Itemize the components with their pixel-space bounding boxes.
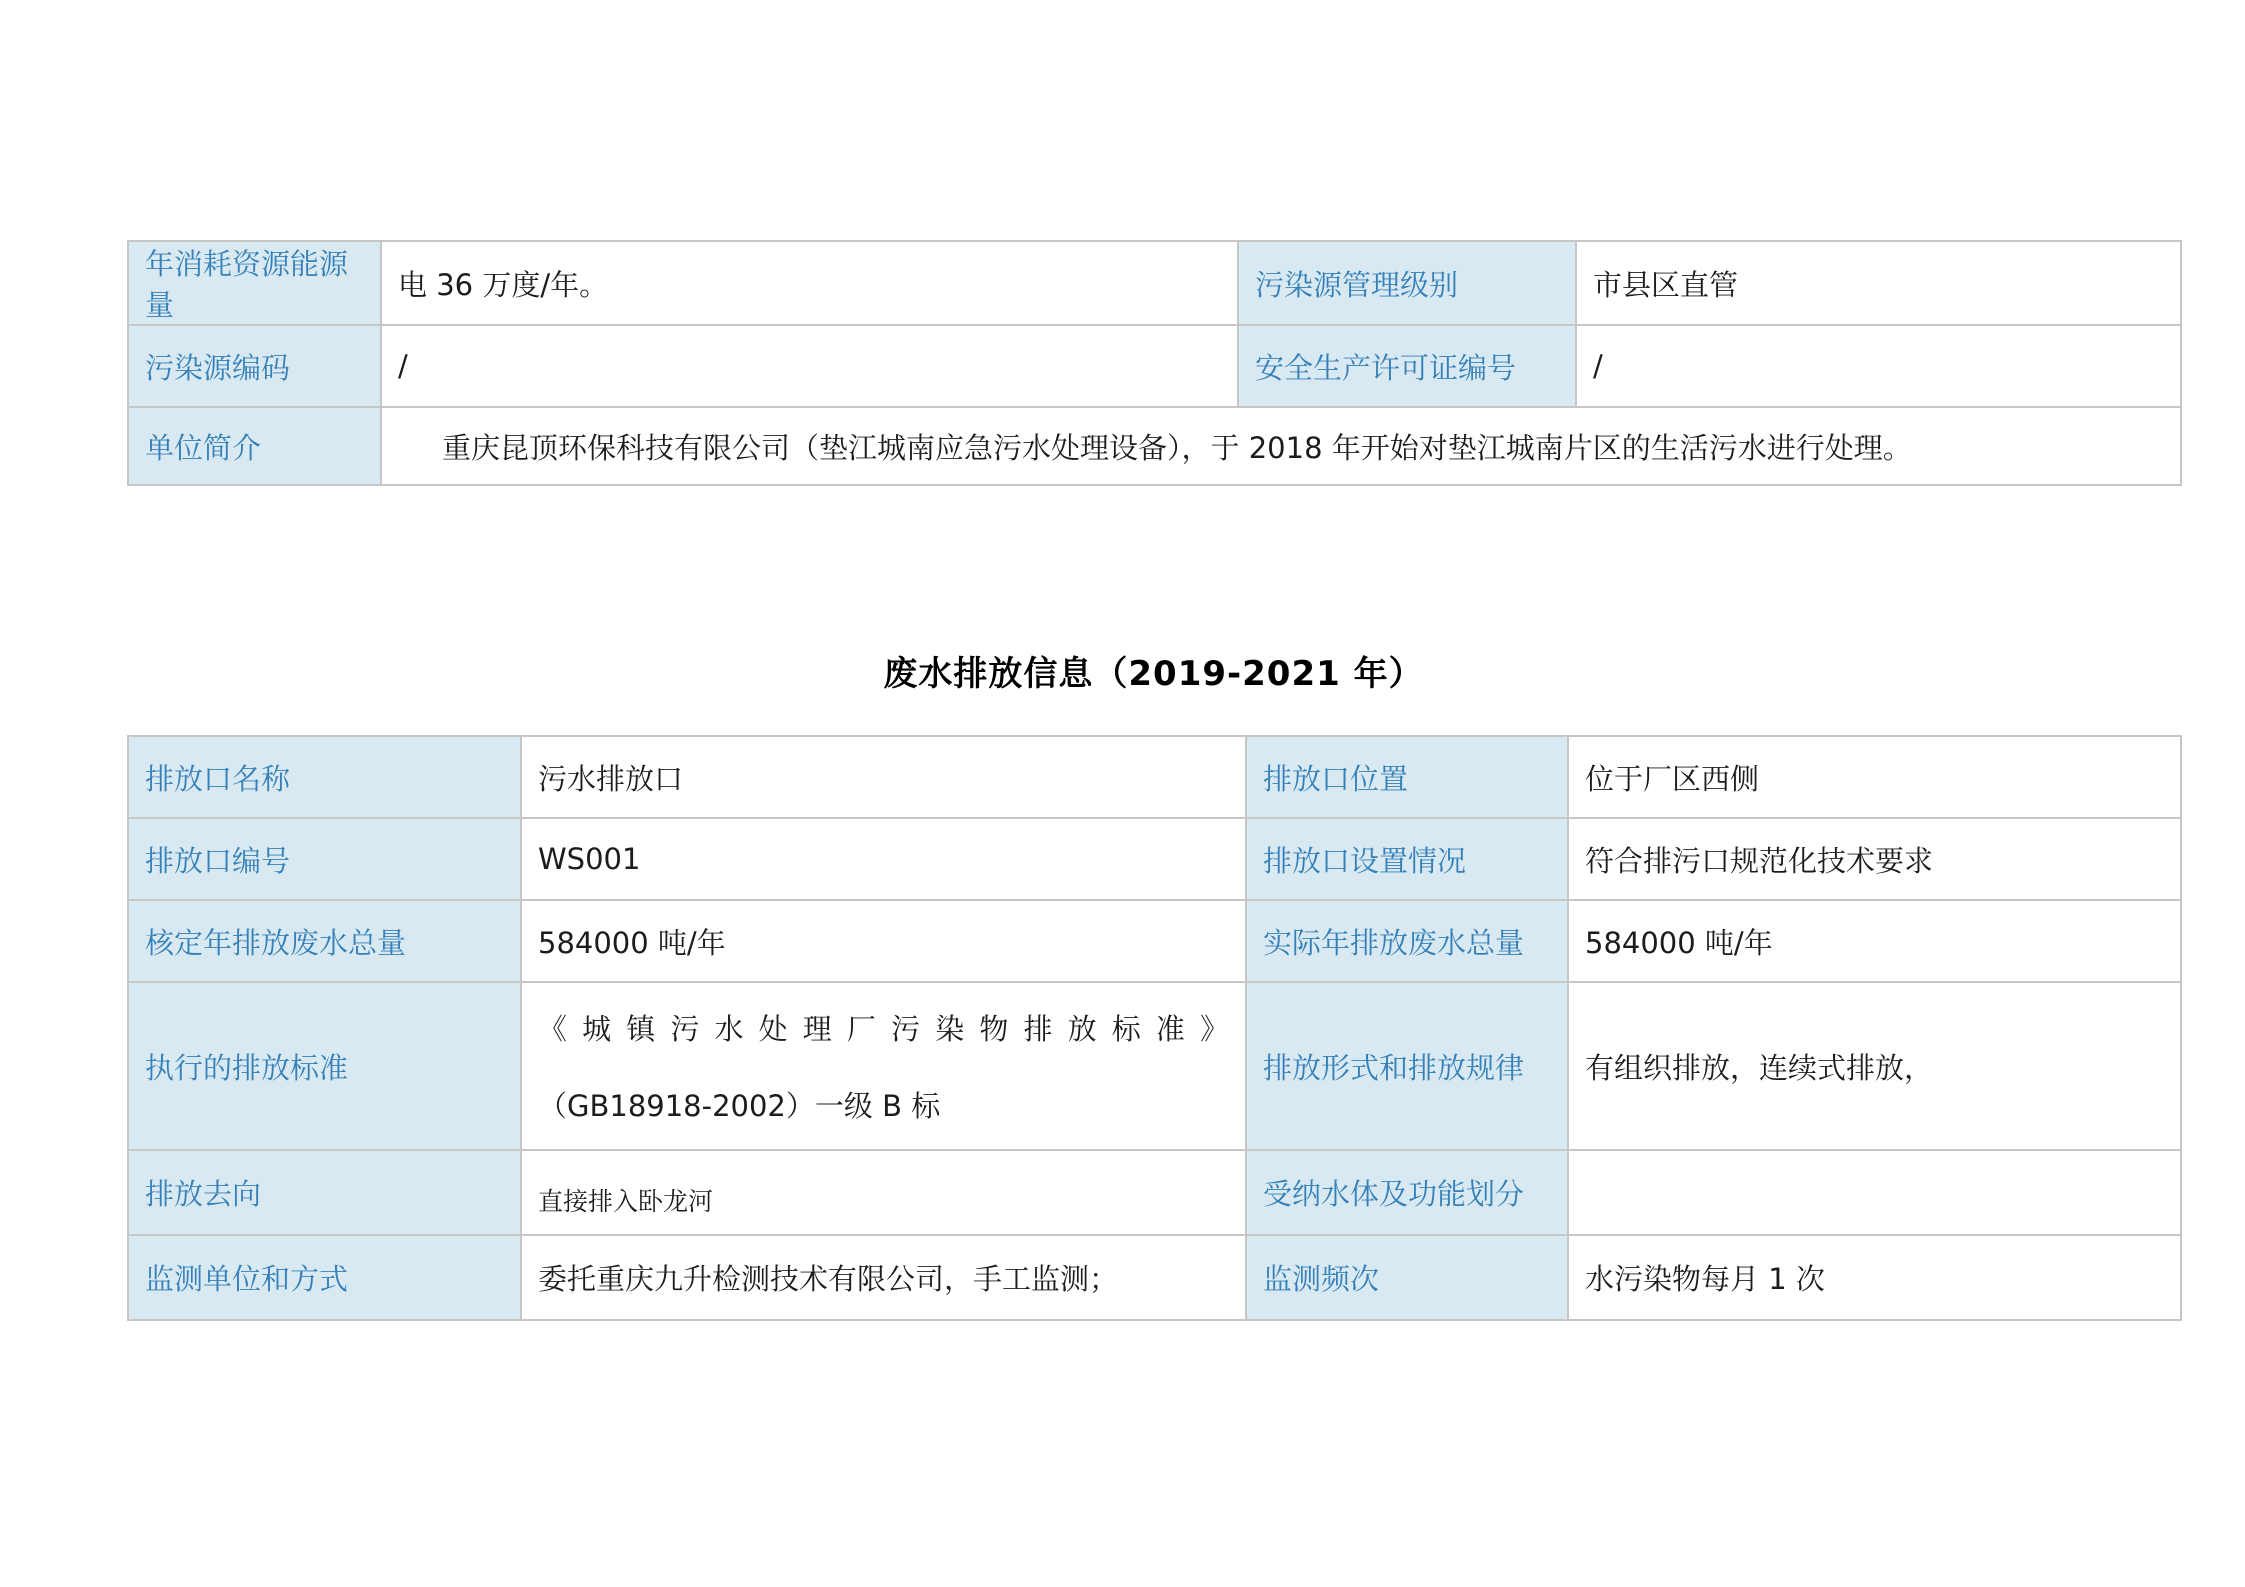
label-pollution-source-code: 污染源编码: [128, 325, 381, 407]
table-row: [128, 900, 2181, 982]
label-outlet-no: 排放口编号: [128, 818, 521, 900]
wastewater-discharge-info-table: [127, 735, 2182, 1321]
label-unit-profile: 单位简介: [128, 407, 381, 485]
value-monitoring-frequency: 水污染物每月 1 次: [1568, 1235, 2181, 1320]
value-unit-profile: 重庆昆顶环保科技有限公司（垫江城南应急污水处理设备），于 2018 年开始对垫江城南片区的生活污水进行处理。: [381, 407, 2181, 485]
label-monitoring-frequency: 监测频次: [1246, 1235, 1568, 1320]
discharge-standard-line1: 《城镇污水处理厂污染物排放标准》: [538, 1012, 1229, 1046]
value-outlet-name: 污水排放口: [521, 736, 1246, 818]
discharge-standard-line2: （GB18918-2002）一级 B 标: [538, 1089, 941, 1123]
value-safety-production-license-no: /: [1576, 325, 2181, 407]
table-row: [128, 325, 2181, 407]
label-monitoring-unit-and-method: 监测单位和方式: [128, 1235, 521, 1320]
label-safety-production-license-no: 安全生产许可证编号: [1238, 325, 1576, 407]
value-annual-energy-consumption: 电 36 万度/年。: [381, 241, 1238, 325]
value-discharge-standard: [521, 982, 1246, 1150]
value-approved-annual-wastewater-total: 584000 吨/年: [521, 900, 1246, 982]
label-discharge-destination: 排放去向: [128, 1150, 521, 1235]
label-outlet-location: 排放口位置: [1246, 736, 1568, 818]
label-outlet-name: 排放口名称: [128, 736, 521, 818]
value-actual-annual-wastewater-total: 584000 吨/年: [1568, 900, 2181, 982]
label-actual-annual-wastewater-total: 实际年排放废水总量: [1246, 900, 1568, 982]
label-annual-energy-consumption: 年消耗资源能源量: [128, 241, 381, 325]
value-discharge-form-and-pattern: 有组织排放，连续式排放，: [1568, 982, 2181, 1150]
value-monitoring-unit-and-method: 委托重庆九升检测技术有限公司，手工监测；: [521, 1235, 1246, 1320]
value-pollution-source-code: /: [381, 325, 1238, 407]
label-approved-annual-wastewater-total: 核定年排放废水总量: [128, 900, 521, 982]
value-discharge-destination: 直接排入卧龙河: [521, 1150, 1246, 1235]
value-outlet-setup-status: 符合排污口规范化技术要求: [1568, 818, 2181, 900]
value-outlet-location: 位于厂区西侧: [1568, 736, 2181, 818]
label-discharge-standard: 执行的排放标准: [128, 982, 521, 1150]
value-receiving-water-body: [1568, 1150, 2181, 1235]
value-pollution-source-management-level: 市县区直管: [1576, 241, 2181, 325]
label-outlet-setup-status: 排放口设置情况: [1246, 818, 1568, 900]
table-row: [128, 1150, 2181, 1235]
label-receiving-water-body: 受纳水体及功能划分: [1246, 1150, 1568, 1235]
table-row: [128, 818, 2181, 900]
label-discharge-form-and-pattern: 排放形式和排放规律: [1246, 982, 1568, 1150]
table-row: [128, 241, 2181, 325]
table-row: [128, 982, 2181, 1150]
table-row: [128, 736, 2181, 818]
value-outlet-no: WS001: [521, 818, 1246, 900]
label-pollution-source-management-level: 污染源管理级别: [1238, 241, 1576, 325]
section-title-wastewater-discharge: 废水排放信息（2019-2021 年）: [883, 654, 1424, 694]
table-row: [128, 407, 2181, 485]
table-row: [128, 1235, 2181, 1320]
pollution-source-info-table: [127, 240, 2182, 486]
